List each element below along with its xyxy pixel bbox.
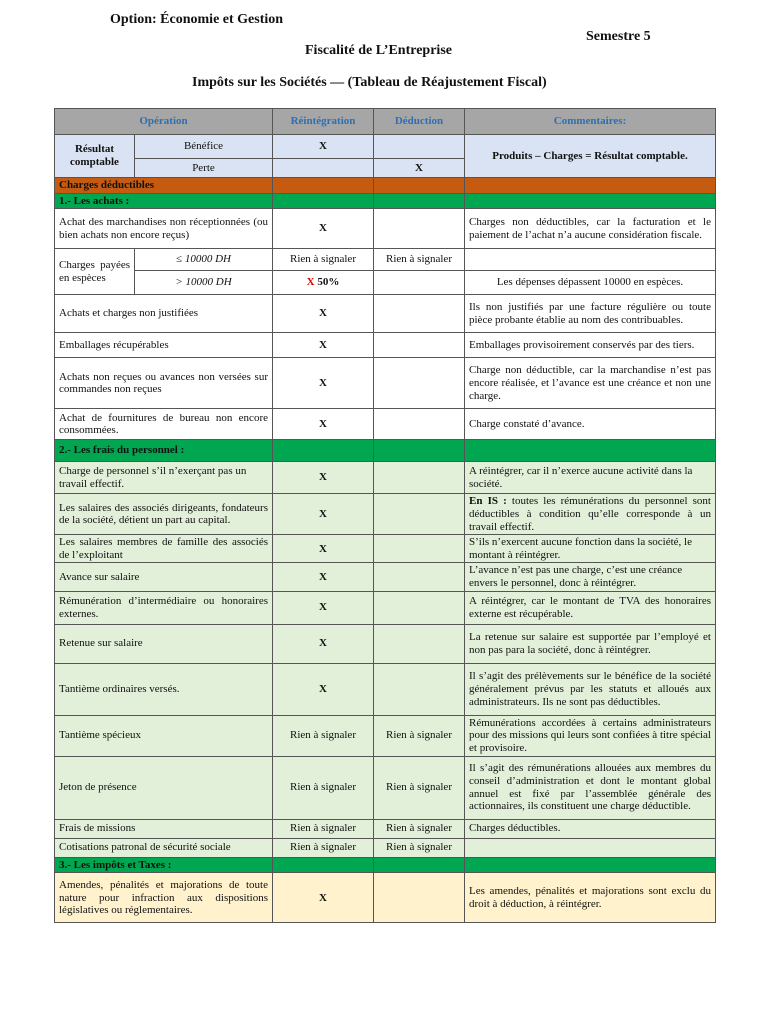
section-personnel: 2.- Les frais du personnel :: [55, 440, 273, 462]
row-comment-lead: En IS :: [469, 495, 507, 508]
row-op: Achat des marchandises non réceptionnées (ou bien achats non encore reçus): [55, 209, 273, 249]
row-reint: X: [273, 663, 374, 715]
row-op: Retenue sur salaire: [55, 624, 273, 663]
row-deduc: [374, 462, 465, 494]
row-deduc: [374, 494, 465, 535]
row-op: Tantième spécieux: [55, 715, 273, 756]
row-op: Jeton de présence: [55, 756, 273, 819]
row-reint: X: [273, 295, 374, 333]
table-row: [55, 591, 716, 624]
row-comment: Charges non déductibles, car la facturation et le paiement de l’achat n’a aucune considération fiscale.: [465, 209, 716, 249]
table-row: [55, 535, 716, 563]
perte-label: Perte: [135, 159, 273, 178]
section-charges: Charges déductibles: [55, 178, 273, 194]
row-op: Amendes, pénalités et majorations de toute nature pour infraction aux dispositions législatives ou réglementaires.: [55, 873, 273, 923]
especes-high-reint: [273, 271, 374, 295]
row-comment-text: toutes les rémunérations du personnel sont déductibles à condition qu’elle corresponde à un travail effectif.: [469, 495, 711, 533]
row-reint: X: [273, 563, 374, 591]
row-deduc: Rien à signaler: [374, 819, 465, 838]
especes-label: Charges payées en espèces: [55, 249, 135, 295]
perte-reint: [273, 159, 374, 178]
benefice-reint: X: [273, 135, 374, 159]
table-row: [55, 295, 716, 333]
row-op: Achat de fournitures de bureau non encore consommées.: [55, 409, 273, 440]
section-row: [55, 193, 716, 209]
col-operation: Opération: [55, 109, 273, 135]
especes-low-comment: [465, 249, 716, 271]
row-op: Cotisations patronal de sécurité sociale: [55, 838, 273, 857]
row-deduc: [374, 409, 465, 440]
row-deduc: [374, 209, 465, 249]
table-row: [55, 624, 716, 663]
row-op: Achats et charges non justifiées: [55, 295, 273, 333]
row-op: Tantième ordinaires versés.: [55, 663, 273, 715]
row-comment: A réintégrer, car il n’exerce aucune activité dans la société.: [465, 462, 716, 494]
row-reint: Rien à signaler: [273, 819, 374, 838]
option-label: Option: Économie et Gestion: [110, 12, 284, 27]
semester-label: Semestre 5: [586, 29, 651, 44]
perte-deduc: X: [374, 159, 465, 178]
section-row: [55, 440, 716, 462]
adjustment-table: [54, 108, 716, 923]
especes-high-cond: > 10000 DH: [135, 271, 273, 295]
col-deduction: Déduction: [374, 109, 465, 135]
row-deduc: [374, 591, 465, 624]
section-row: [55, 857, 716, 873]
row-reint: X: [273, 209, 374, 249]
especes-high-pct: 50%: [317, 276, 340, 289]
row-comment: Charge non déductible, car la marchandise n’est pas encore réalisée, et l’avance est une créance et non une charge.: [465, 358, 716, 409]
row-reint: Rien à signaler: [273, 756, 374, 819]
row-op: Avance sur salaire: [55, 563, 273, 591]
row-op: Charge de personnel s’il n’exerçant pas un travail effectif.: [55, 462, 273, 494]
row-reint: X: [273, 333, 374, 358]
row-op: Les salaires des associés dirigeants, fondateurs de la société, détient un part au capital.: [55, 494, 273, 535]
table-row: [55, 249, 716, 271]
col-commentaires: Commentaires:: [465, 109, 716, 135]
row-comment: Charge constaté d’avance.: [465, 409, 716, 440]
row-deduc: [374, 358, 465, 409]
row-reint: X: [273, 873, 374, 923]
table-row: [55, 838, 716, 857]
row-deduc: [374, 563, 465, 591]
row-deduc: [374, 873, 465, 923]
row-reint: X: [273, 409, 374, 440]
table-row: [55, 209, 716, 249]
table-row: [55, 271, 716, 295]
row-reint: X: [273, 494, 374, 535]
section-achats: 1.- Les achats :: [55, 193, 273, 209]
especes-high-comment: Les dépenses dépassent 10000 en espèces.: [465, 271, 716, 295]
row-comment: Emballages provisoirement conservés par des tiers.: [465, 333, 716, 358]
row-deduc: [374, 535, 465, 563]
row-op: Emballages récupérables: [55, 333, 273, 358]
resultat-comment: Produits – Charges = Résultat comptable.: [465, 135, 716, 178]
table-row: [55, 663, 716, 715]
row-comment: [465, 838, 716, 857]
table-row: [55, 756, 716, 819]
row-deduc: [374, 333, 465, 358]
row-op: Achats non reçues ou avances non versées sur commandes non reçues: [55, 358, 273, 409]
table-row: [55, 409, 716, 440]
row-deduc: [374, 663, 465, 715]
row-deduc: [374, 624, 465, 663]
table-row: [55, 715, 716, 756]
row-comment: Il s’agit des rémunérations allouées aux membres du conseil d’administration et dont le montant global annuel est fixé par l’assemblée générale des actionnaires, ils constituent une charge déductible.: [465, 756, 716, 819]
benefice-label: Bénéfice: [135, 135, 273, 159]
row-reint: X: [273, 591, 374, 624]
row-comment: Ils non justifiés par une facture régulière ou toute pièce probante établie au nom des contribuables.: [465, 295, 716, 333]
table-row: [55, 494, 716, 535]
row-deduc: Rien à signaler: [374, 715, 465, 756]
row-comment: Charges déductibles.: [465, 819, 716, 838]
table-row: [55, 462, 716, 494]
row-reint: X: [273, 535, 374, 563]
especes-low-deduc: Rien à signaler: [374, 249, 465, 271]
table-row: [55, 819, 716, 838]
row-comment: La retenue sur salaire est supportée par l’employé et non pas para la société, donc à réintégrer.: [465, 624, 716, 663]
table-row: [55, 333, 716, 358]
benefice-deduc: [374, 135, 465, 159]
row-comment: Rémunérations accordées à certains administrateurs pour des missions qui leurs sont confiées à titre spécial et provisoire.: [465, 715, 716, 756]
col-reintegration: Réintégration: [273, 109, 374, 135]
table-row: [55, 873, 716, 923]
especes-low-reint: Rien à signaler: [273, 249, 374, 271]
row-deduc: [374, 295, 465, 333]
row-op: Frais de missions: [55, 819, 273, 838]
resultat-label: Résultat comptable: [55, 135, 135, 178]
row-comment: A réintégrer, car le montant de TVA des honoraires externe est récupérable.: [465, 591, 716, 624]
row-comment: L’avance n’est pas une charge, c’est une créance envers le personnel, donc à réintégrer.: [465, 563, 716, 591]
row-deduc: Rien à signaler: [374, 756, 465, 819]
row-op: Rémunération d’intermédiaire ou honoraires externes.: [55, 591, 273, 624]
section-impots: 3.- Les impôts et Taxes :: [55, 857, 273, 873]
section-row: [55, 178, 716, 194]
row-deduc: Rien à signaler: [374, 838, 465, 857]
page-title: Impôts sur les Sociétés — (Tableau de Réajustement Fiscal): [192, 75, 547, 90]
row-reint: X: [273, 624, 374, 663]
especes-low-cond: ≤ 10000 DH: [135, 249, 273, 271]
row-reint: Rien à signaler: [273, 838, 374, 857]
subject-label: Fiscalité de L’Entreprise: [305, 43, 452, 58]
row-reint: X: [273, 462, 374, 494]
row-op: Les salaires membres de famille des associés de l’exploitant: [55, 535, 273, 563]
table-row: [55, 135, 716, 159]
table-header-row: [55, 109, 716, 135]
row-comment: S’ils n’exercent aucune fonction dans la société, le montant à réintégrer.: [465, 535, 716, 563]
especes-high-x: X: [306, 276, 315, 289]
row-comment: [465, 494, 716, 535]
row-reint: Rien à signaler: [273, 715, 374, 756]
table-row: [55, 563, 716, 591]
row-comment: Il s’agit des prélèvements sur le bénéfice de la société généralement prévus par les statuts et alloués aux administrateurs. Ils ne sont pas déductibles.: [465, 663, 716, 715]
row-reint: X: [273, 358, 374, 409]
table-row: [55, 358, 716, 409]
row-comment: Les amendes, pénalités et majorations sont exclu du droit à déduction, à réintégrer.: [465, 873, 716, 923]
especes-high-deduc: [374, 271, 465, 295]
